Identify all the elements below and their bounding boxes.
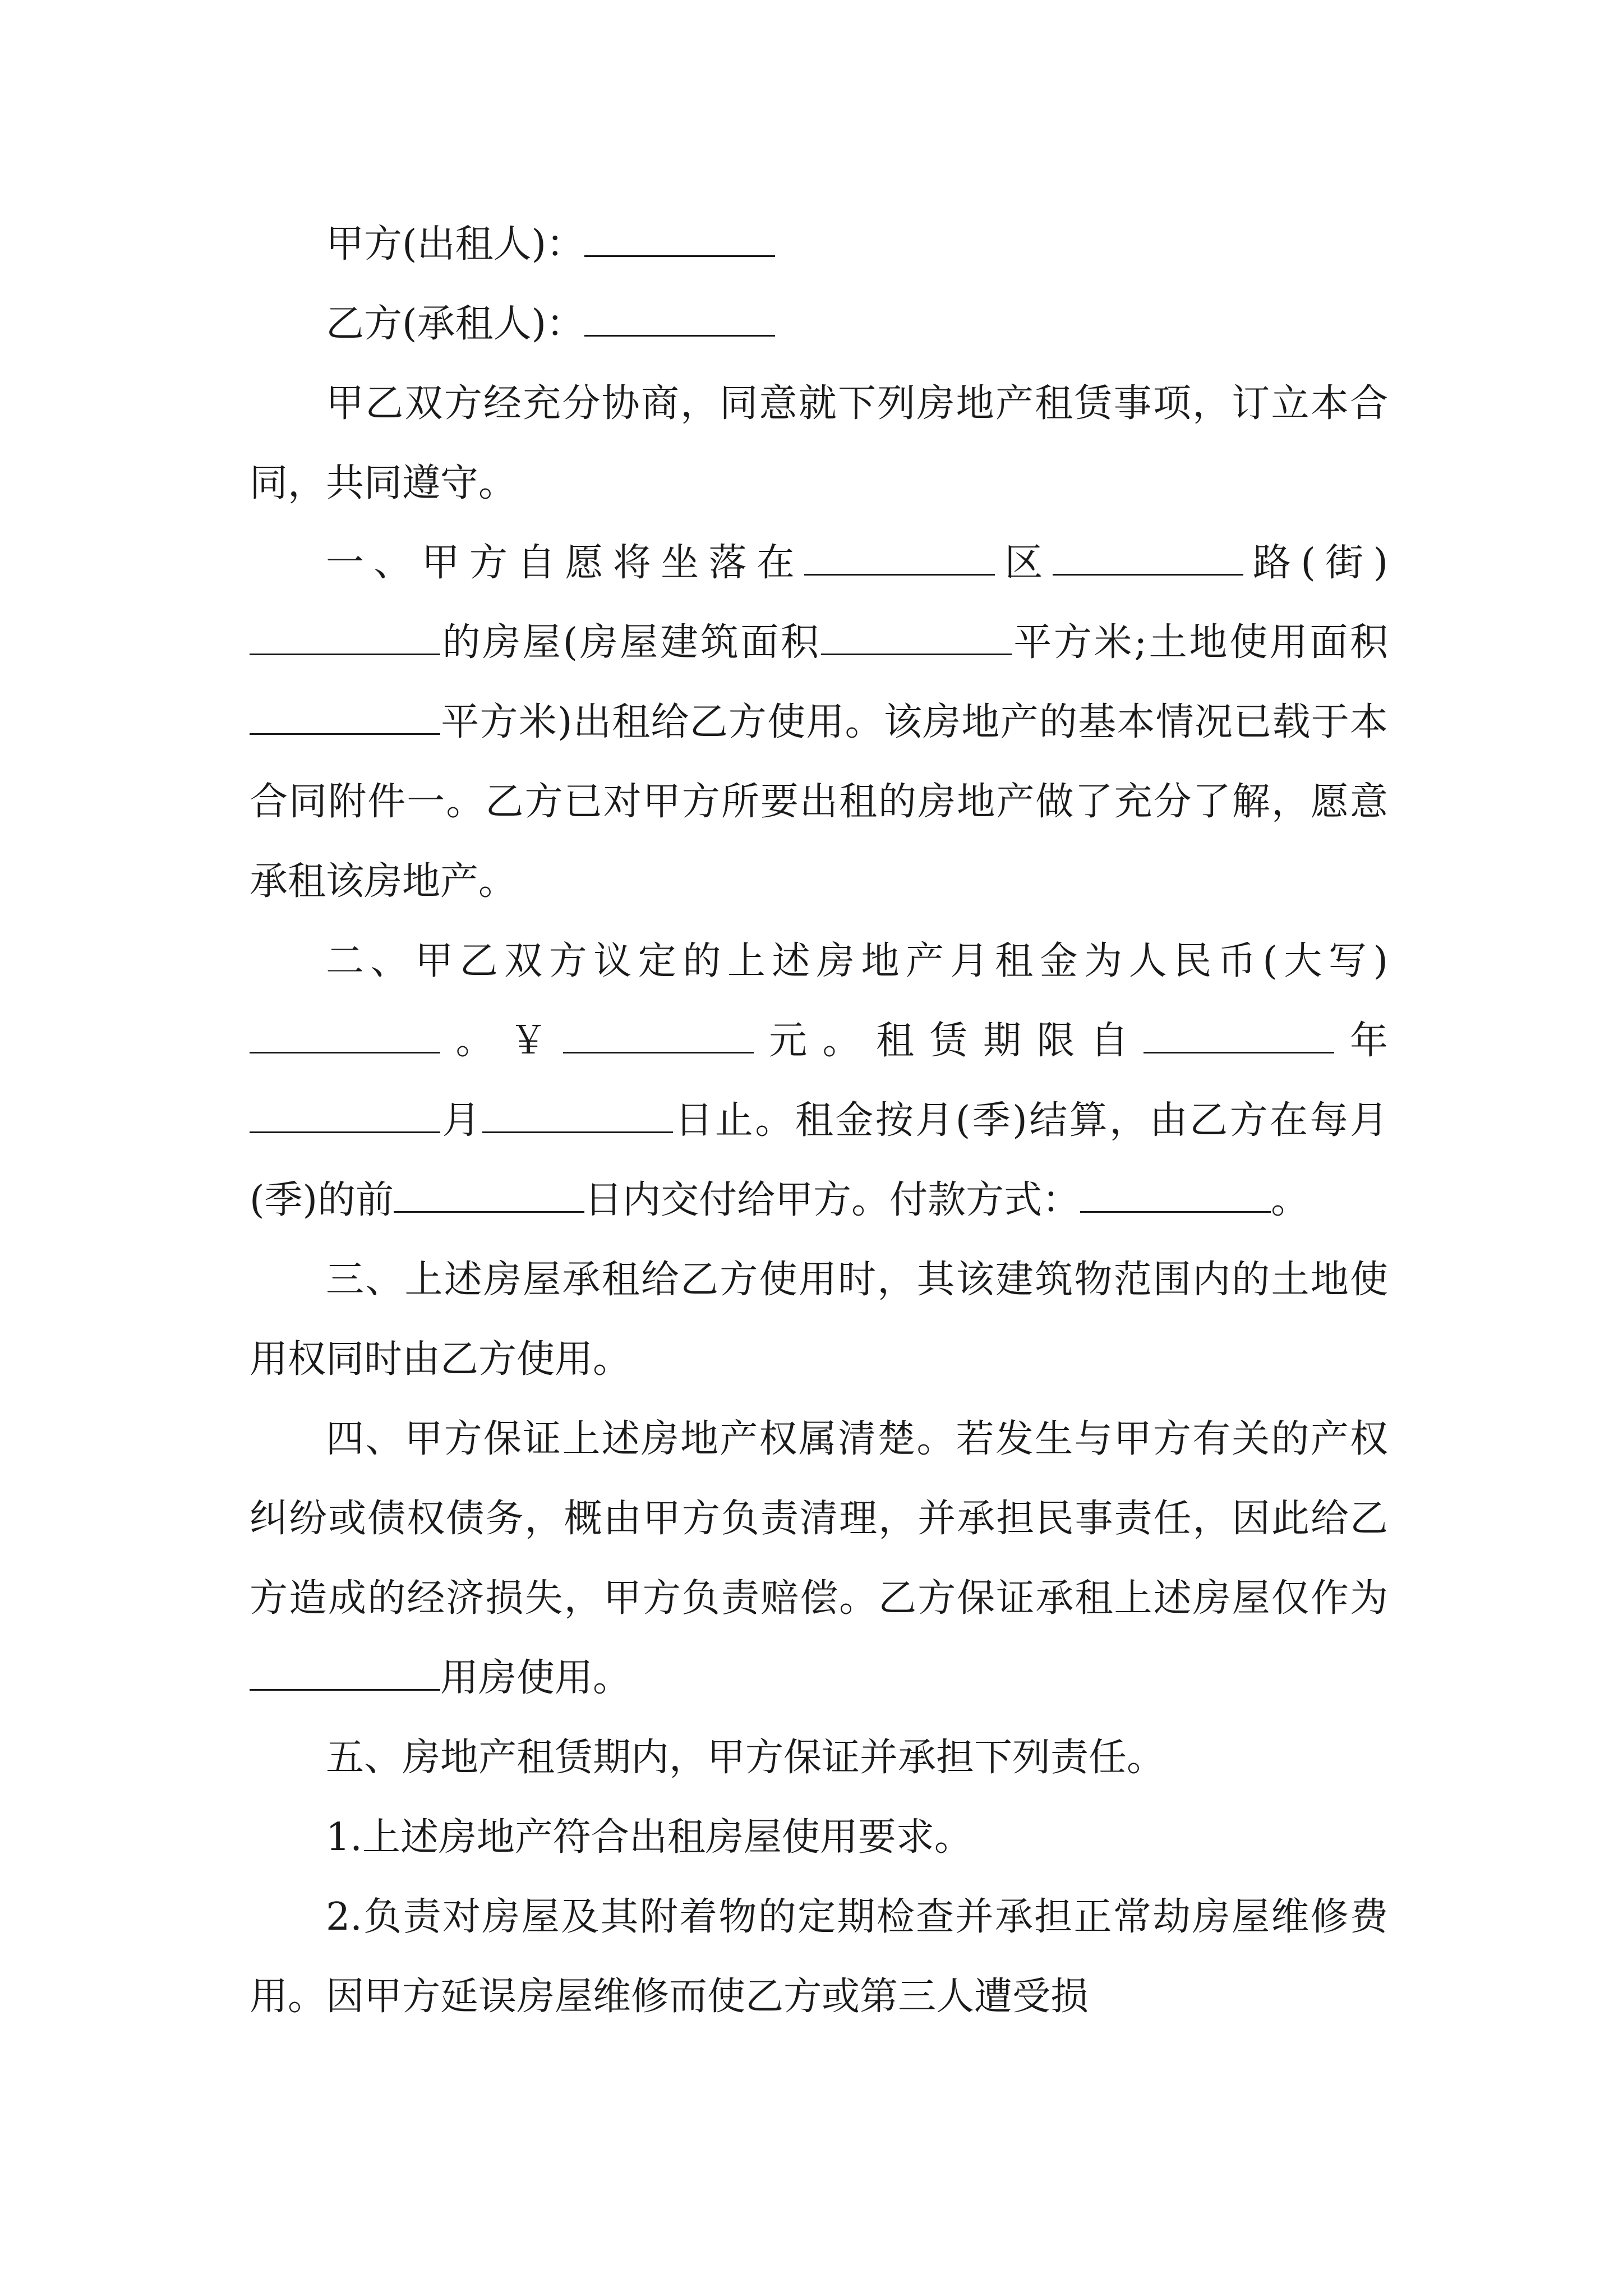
clause-1-text: 的房屋(房屋建筑面积 bbox=[440, 620, 821, 665]
blank-field[interactable] bbox=[250, 699, 440, 735]
blank-field[interactable] bbox=[1080, 1177, 1271, 1213]
clause-5 bbox=[250, 1718, 1388, 1798]
blank-field[interactable] bbox=[482, 1097, 673, 1133]
clause-5-item-1-text: 1.上述房地产符合出租房屋使用要求。 bbox=[326, 1815, 972, 1860]
clause-1-text: 平方米;土地使用面积 bbox=[1011, 620, 1389, 665]
party-a-label: 甲方(出租人)： bbox=[326, 222, 585, 266]
clause-5-item-2-text: 2.负责对房屋及其附着物的定期检查并承担正常劫房屋维修费用。因甲方延误房屋维修而使乙方或第三人遭受损 bbox=[250, 1895, 1388, 2019]
clause-1-text: 平方米)出租给乙方使用。该房地产的基本情况已载于本合同附件一。乙方已对甲方所要出租的房地产做了充分了解，愿意承租该房地产。 bbox=[250, 700, 1388, 904]
intro-paragraph bbox=[250, 364, 1388, 523]
blank-field[interactable] bbox=[394, 1177, 584, 1213]
clause-5-item-2 bbox=[250, 1878, 1388, 2037]
clause-1-text: 一、甲方自愿将坐落在 bbox=[326, 541, 805, 585]
blank-field[interactable] bbox=[250, 619, 440, 655]
blank-field[interactable] bbox=[250, 1097, 440, 1133]
blank-field[interactable] bbox=[804, 540, 995, 576]
party-b-line bbox=[250, 284, 1388, 364]
clause-3-text: 三、上述房屋承租给乙方使用时，其该建筑物范围内的土地使用权同时由乙方使用。 bbox=[250, 1258, 1388, 1382]
clause-2-text: 月 bbox=[440, 1098, 482, 1143]
party-a-line bbox=[250, 205, 1388, 284]
clause-1-text: 区 bbox=[995, 541, 1053, 585]
clause-1-text: 路(街) bbox=[1243, 541, 1388, 585]
clause-1 bbox=[250, 523, 1388, 922]
clause-4-text: 四、甲方保证上述房地产权属清楚。若发生与甲方有关的产权纠纷或债权债务，概由甲方负责清理，并承担民事责任，因此给乙方造成的经济损失，甲方负责赔偿。乙方保证承租上述房屋仅作为 bbox=[250, 1417, 1388, 1621]
clause-2-text: 元。租赁期限自 bbox=[753, 1019, 1144, 1063]
intro-text: 甲乙双方经充分协商，同意就下列房地产租赁事项，订立本合同，共同遵守。 bbox=[250, 381, 1388, 505]
clause-2-text: 年 bbox=[1334, 1019, 1388, 1063]
blank-field[interactable] bbox=[821, 619, 1012, 655]
clause-3 bbox=[250, 1240, 1388, 1400]
party-b-label: 乙方(承租人)： bbox=[326, 302, 585, 346]
clause-5-text: 五、房地产租赁期内，甲方保证并承担下列责任。 bbox=[326, 1736, 1165, 1780]
blank-field[interactable] bbox=[584, 301, 775, 337]
clause-2 bbox=[250, 922, 1388, 1240]
blank-field[interactable] bbox=[1144, 1018, 1334, 1053]
clause-4-text: 用房使用。 bbox=[440, 1656, 631, 1700]
clause-4 bbox=[250, 1400, 1388, 1718]
blank-field[interactable] bbox=[563, 1018, 754, 1053]
blank-field[interactable] bbox=[584, 221, 775, 257]
clause-2-text: 日止。租金按月(季)结算，由乙方在每月(季)的前 bbox=[250, 1098, 1388, 1222]
clause-5-item-1 bbox=[250, 1798, 1388, 1878]
blank-field[interactable] bbox=[250, 1655, 440, 1691]
blank-field[interactable] bbox=[250, 1018, 440, 1053]
clause-2-text: 日内交付给甲方。付款方式： bbox=[584, 1178, 1081, 1222]
clause-2-text: 。￥ bbox=[440, 1019, 563, 1063]
clause-2-text: 二、甲乙双方议定的上述房地产月租金为人民币(大写) bbox=[326, 939, 1388, 983]
contract-body bbox=[250, 205, 1388, 2037]
clause-2-text: 。 bbox=[1271, 1178, 1310, 1222]
blank-field[interactable] bbox=[1053, 540, 1243, 576]
